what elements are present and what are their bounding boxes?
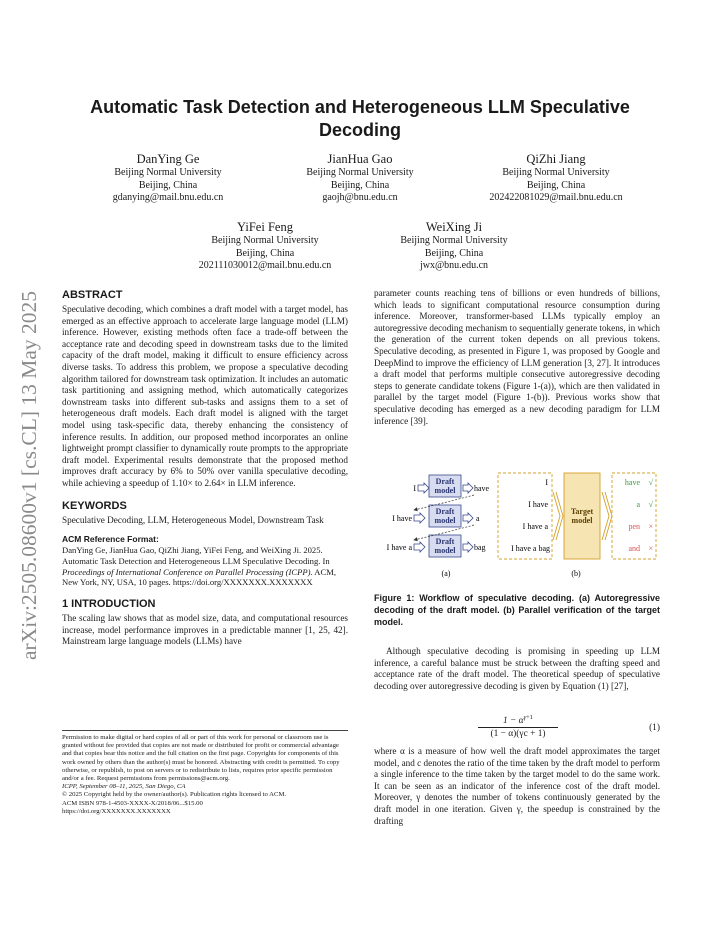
author-block	[464, 152, 648, 205]
author-block	[372, 220, 536, 273]
author-location: Beijing, China	[424, 247, 484, 259]
author-location: Beijing, China	[330, 179, 390, 191]
keywords-heading: KEYWORDS	[62, 499, 127, 512]
body-paragraph: parameter counts reaching tens of billions or even hundreds of billions, which leads to significant computational resource consumption during inference. Moreover, transformer-based LLMs typically employ an autoregressive decoding mechanism to sequentially generate tokens, in which the generation of the current token depends on all previous tokens. Speculative decoding, as presented in Figure 1, was proposed by Google and DeepMind to improve the efficiency of LLM generation [3, 27]. It introduces a draft model that performs multiple consecutive autoregressive decoding steps to generate candidate tokens (Figure 1-(a)), which are then validated in parallel by the target model (Figure 1-(b)). Previous works show that speculative decoding has emerged as a new decoding paradigm for LLM inference [39].	[374, 288, 660, 426]
draft-model-label: model	[434, 486, 456, 495]
target-model-label: model	[571, 516, 593, 525]
equation-denominator: (1 − α)(γc + 1)	[490, 729, 546, 740]
author-email: 202422081029@mail.bnu.edu.cn	[489, 192, 623, 203]
figure-1	[374, 470, 660, 582]
abstract-text: Speculative decoding, which combines a draft model with a target model, has emerged as an effective approach to accelerate large language model (LLM) inference. However, existing methods often face a trade-off between the acceptance rate and decoding speed in downstream tasks due to the limited capacity of the draft model, making it difficult to ensure efficiency across diverse tasks. To address this problem, we propose a speculative decoding algorithm tailored for downstream task optimization. It includes an automatic task partitioning and assigning method, which automatically categorizes downstream tasks into different sub-tasks and assigns them to a set of heterogeneous draft models. Each draft model is aligned with the target model using task-specific data, thereby enhancing the consistency of inference results. In addition, our proposed method incorporates an online lightweight prompt classifier to dynamically route prompts to the appropriate draft model. Experimental results demonstrate that the proposed method improves draft accuracy by 6% to 50% over vanilla speculative decoding, while achieving a speedup of 1.10× to 2.64× in LLM inference.	[62, 304, 348, 488]
author-email: gaojh@bnu.edu.cn	[322, 192, 398, 203]
doi-link[interactable]: https://doi.org/XXXXXXX.XXXXXXX	[62, 807, 171, 815]
author-name: WeiXing Ji	[425, 220, 483, 234]
keywords-text: Speculative Decoding, LLM, Heterogeneous Model, Downstream Task	[62, 514, 324, 525]
check-icon: √	[648, 500, 653, 509]
footnote	[62, 730, 348, 816]
draft-model-label: Draft	[435, 477, 455, 486]
permission-notice: Permission to make digital or hard copies of all or part of this work for personal or classroom use is granted without fee provided that copies are not made or distributed for profit or commercial advantage and that copies bear this notice and the full citation on the first page. Copyrights for components of this work owned by others than the author(s) must be honored. Abstracting with credit is permitted. To copy otherwise, or republish, to post on servers or to redistribute to lists, requires prior specific permission and/or a fee. Request permissions from permissions@acm.org.	[62, 734, 340, 783]
candidate-input: I have a	[522, 522, 548, 531]
author-location: Beijing, China	[138, 179, 198, 191]
rejected-token: and	[628, 544, 640, 553]
page-title: Automatic Task Detection and Heterogeneous LLM Speculative Decoding	[90, 97, 630, 140]
chevron-right-icon	[602, 492, 609, 540]
input-arrow-icon	[414, 513, 425, 523]
output-arrow-icon	[463, 542, 473, 552]
abstract-heading: ABSTRACT	[62, 289, 123, 301]
author-name: DanYing Ge	[136, 152, 200, 166]
candidate-input: I have a bag	[511, 544, 550, 553]
verified-token: have	[624, 478, 640, 487]
speculative-decoding-diagram	[374, 470, 660, 582]
chevron-right-icon	[553, 492, 560, 540]
copyright-notice: © 2025 Copyright held by the owner/author(s). Publication rights licensed to ACM.	[62, 791, 287, 799]
candidate-input: I have	[528, 500, 548, 509]
draft-model-label: Draft	[435, 507, 455, 516]
output-arrow-icon	[463, 483, 473, 493]
subfigure-label-b: (b)	[571, 569, 581, 578]
input-arrow-icon	[414, 542, 425, 552]
author-name: JianHua Gao	[327, 152, 393, 166]
right-column-bottom	[374, 746, 660, 827]
isbn: ACM ISBN 978-1-4503-XXXX-X/2018/06...$15.00	[62, 799, 203, 807]
reference-format-heading: ACM Reference Format:	[62, 534, 159, 545]
reference-citation: DanYing Ge, JianHua Gao, QiZhi Jiang, YiFei Feng, and WeiXing Ji. 2025. Automatic Task Detection and Heterogeneous LLM Speculative Decoding. In	[62, 545, 330, 566]
author-affiliation: Beijing Normal University	[502, 167, 610, 178]
author-name: QiZhi Jiang	[526, 152, 586, 166]
draft-input-label: I have	[392, 514, 412, 523]
author-block	[180, 220, 350, 273]
equation-numerator: $1 - \alpha^{\gamma+1}$	[478, 714, 558, 728]
verified-token: a	[636, 500, 640, 509]
draft-output-token: a	[476, 514, 480, 523]
figure-caption: Figure 1: Workflow of speculative decoding. (a) Autoregressive decoding of the draft model. (b) Parallel verification of the target model.	[374, 593, 660, 627]
target-model-label: Target	[570, 507, 594, 516]
author-affiliation: Beijing Normal University	[114, 167, 222, 178]
check-icon: √	[648, 478, 653, 487]
output-arrow-icon	[463, 513, 473, 523]
candidate-input: I	[545, 478, 548, 487]
draft-output-token: have	[474, 484, 490, 493]
equation-number: (1)	[649, 723, 660, 733]
author-block	[278, 152, 442, 205]
cross-icon: ×	[648, 522, 653, 531]
introduction-text: The scaling law shows that as model size, data, and computational resources increase, model performance improves in a predictable manner [1, 25, 42]. Mainstream large language models (LLMs) have	[62, 613, 348, 647]
author-affiliation: Beijing Normal University	[400, 235, 508, 246]
reference-venue: Proceedings of International Conference on Parallel Processing (ICPP).	[62, 566, 313, 577]
reference-format-text	[62, 545, 348, 588]
conference-info: ICPP, September 08–11, 2025, San Diego, CA	[62, 783, 186, 791]
equation-1	[374, 714, 660, 744]
draft-output-token: bag	[474, 543, 486, 552]
speedup-fraction	[478, 714, 558, 739]
left-column	[62, 288, 348, 648]
arxiv-identifier: arXiv:2505.08600v1 [cs.CL] 13 May 2025	[17, 290, 41, 660]
introduction-heading: 1 INTRODUCTION	[62, 598, 156, 611]
chevron-right-icon	[556, 492, 563, 540]
author-name: YiFei Feng	[237, 220, 293, 234]
chevron-right-icon	[605, 492, 612, 540]
right-column-top	[374, 288, 660, 427]
author-affiliation: Beijing Normal University	[306, 167, 414, 178]
body-paragraph: Although speculative decoding is promising in speeding up LLM inference, a careful balance must be struck between the drafting speed and acceptance rate of the draft model. The theoretical speedup of speculative decoding over autoregressive decoding is given by Equation (1) [27],	[374, 646, 660, 691]
draft-model-label: model	[434, 516, 456, 525]
author-email: gdanying@mail.bnu.edu.cn	[112, 192, 224, 203]
author-location: Beijing, China	[526, 179, 586, 191]
draft-input-label: I have a	[386, 543, 412, 552]
author-block	[86, 152, 250, 205]
input-arrow-icon	[418, 483, 429, 493]
right-column-middle	[374, 646, 660, 692]
author-affiliation: Beijing Normal University	[211, 235, 319, 246]
subfigure-label-a: (a)	[441, 569, 451, 578]
author-email: 202111030012@mail.bnu.edu.cn	[198, 260, 332, 271]
author-email: jwx@bnu.edu.cn	[419, 260, 489, 271]
cross-icon: ×	[648, 544, 653, 553]
draft-model-label: model	[434, 546, 456, 555]
body-paragraph: where α is a measure of how well the draft model approximates the target model, and c denotes the ratio of the time taken by the draft model to perform a single inference to the time taken by the target model to do the same work. It can be seen as an indicator of the inference cost of the draft model. Moreover, γ denotes the number of tokens continuously generated by the draft model in one iteration. Given γ, the speedup is constrained by the drafting	[374, 746, 660, 826]
reference-doi: ACM, New York, NY, USA, 10 pages. https://doi.org/XXXXXXX.XXXXXXX	[62, 566, 337, 588]
draft-model-label: Draft	[435, 537, 455, 546]
rejected-token: pen	[628, 522, 640, 531]
draft-input-label: I	[413, 484, 416, 493]
author-location: Beijing, China	[235, 247, 295, 259]
